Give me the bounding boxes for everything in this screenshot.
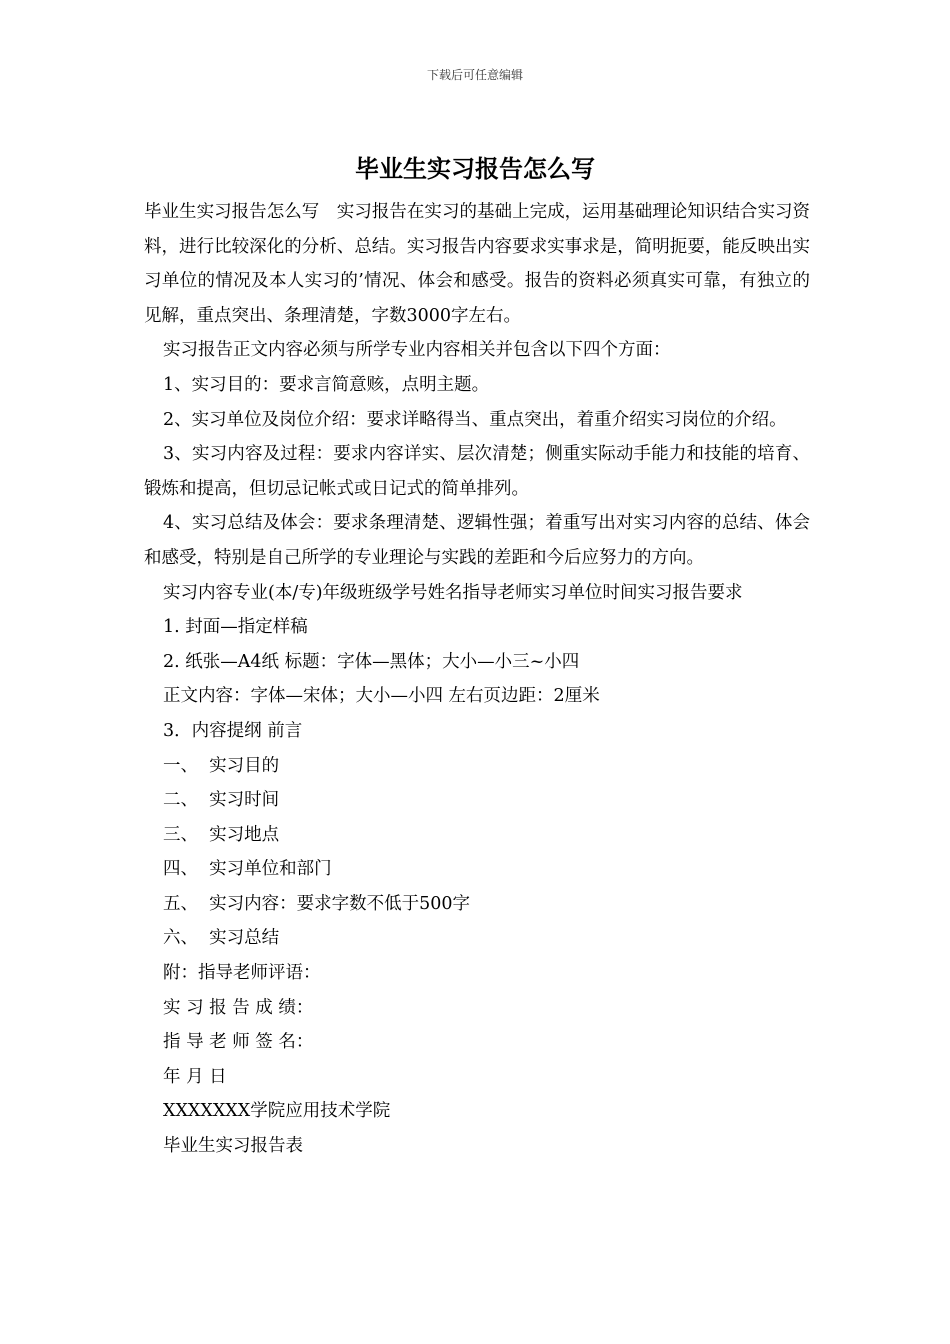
paragraph-requirements-lead: 实习报告正文内容必须与所学专业内容相关并包含以下四个方面： [163,340,671,361]
line-college: XXXXXXX学院应用技术学院 [163,1101,391,1122]
document-title: 毕业生实习报告怎么写 [355,154,595,183]
document-body [144,195,810,1164]
paragraph-point-4: 4、实习总结及体会：要求条理清楚、逻辑性强；着重写出对实习内容的总结、体会和感受，特别是自己所学的专业理论与实践的差距和今后应努力的方向。 [144,513,810,568]
line-outline: 3．内容提纲 前言 [163,720,303,741]
line-report-form: 毕业生实习报告表 [163,1136,303,1157]
outline-item-2: 二、 实习时间 [163,790,280,811]
paragraph-point-3: 3、实习内容及过程：要求内容详实、层次清楚；侧重实际动手能力和技能的培育、锻炼和提高，但切忌记帐式或日记式的简单排列。 [144,444,810,499]
outline-item-6: 六、 实习总结 [163,928,280,949]
line-body-format: 正文内容：字体—宋体；大小—小四 左右页边距：2厘米 [163,686,600,707]
header-note: 下载后可任意编辑 [426,68,523,82]
line-report-fields: 实习内容专业(本/专)年级班级学号姓名指导老师实习单位时间实习报告要求 [163,582,743,603]
line-advisor-comments: 附：指导老师评语： [163,963,321,984]
paragraph-point-2: 2、实习单位及岗位介绍：要求详略得当、重点突出，着重介绍实习岗位的介绍。 [163,409,787,430]
outline-item-1: 一、 实习目的 [163,755,280,776]
outline-item-3: 三、 实习地点 [163,824,280,845]
paragraph-point-1: 1、实习目的：要求言简意赅，点明主题。 [163,374,490,395]
outline-item-4: 四、 实习单位和部门 [163,859,332,880]
line-paper: 2. 纸张—A4纸 标题：字体—黑体；大小—小三~小四 [163,651,580,672]
line-report-grade: 实 习 报 告 成 绩： [163,997,314,1018]
paragraph-intro: 毕业生实习报告怎么写 实习报告在实习的基础上完成，运用基础理论知识结合实习资料，进行比较深化的分析、总结。实习报告内容要求实事求是，简明扼要，能反映出实习单位的情况及本人实习的’情况、体会和感受。报告的资料必须真实可靠，有独立的见解，重点突出、条理清楚，字数3000字左右。 [144,202,810,326]
line-advisor-signature: 指 导 老 师 签 名： [163,1032,314,1053]
line-cover: 1. 封面—指定样稿 [163,617,308,638]
outline-item-5: 五、 实习内容：要求字数不低于500字 [163,893,471,914]
line-date: 年 月 日 [163,1066,227,1087]
